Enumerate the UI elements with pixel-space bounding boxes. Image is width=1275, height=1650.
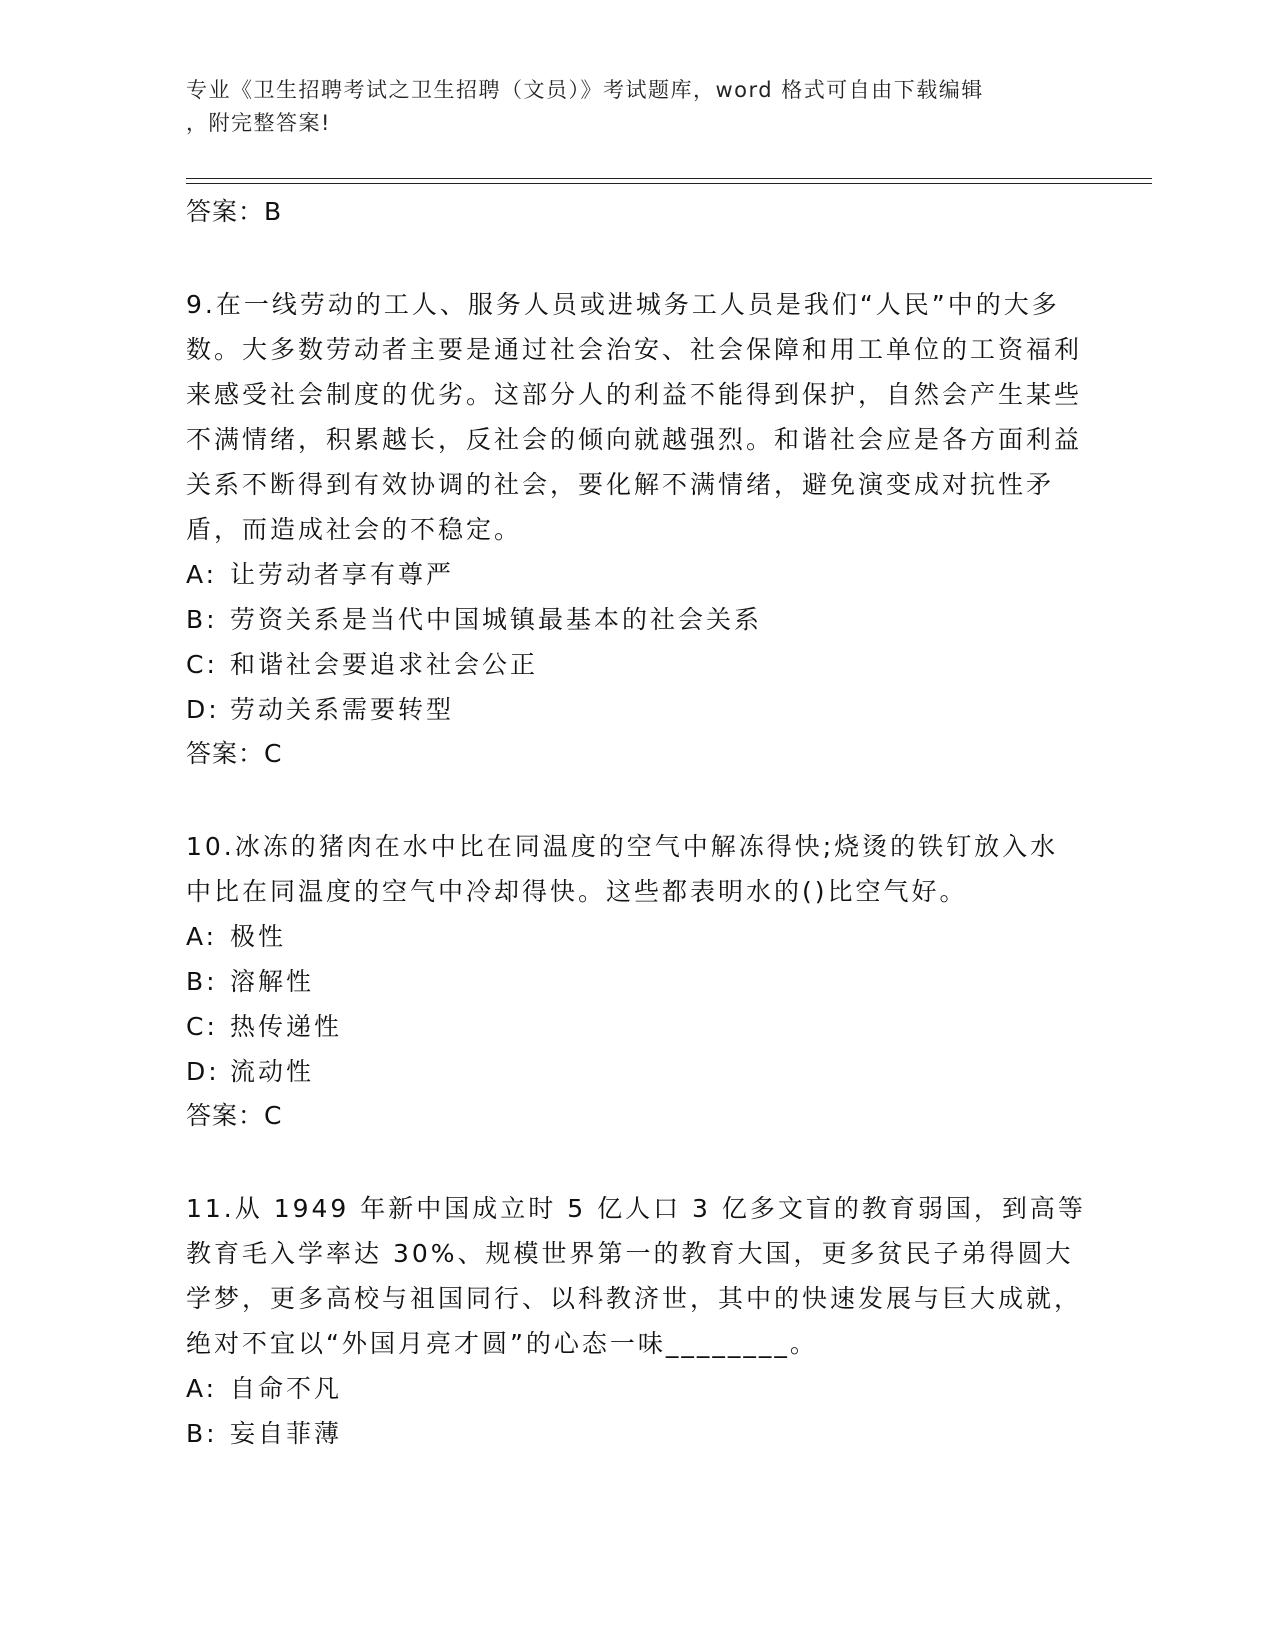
header-line-1: 专业《卫生招聘考试之卫生招聘（文员）》考试题库，word 格式可自由下载编辑 <box>186 78 984 102</box>
option-letter: A: <box>186 922 218 951</box>
option-text: 极性 <box>230 922 287 951</box>
header-line-2: ，附完整答案! <box>186 111 331 135</box>
option-text: 自命不凡 <box>230 1374 343 1403</box>
previous-answer: 答案：B <box>186 197 283 226</box>
option-b <box>186 959 1086 1004</box>
option-letter: B: <box>186 605 218 634</box>
option-d <box>186 687 1086 732</box>
header-divider-bottom <box>186 183 1152 184</box>
option-text: 让劳动者享有尊严 <box>230 560 455 589</box>
option-a <box>186 1366 1086 1411</box>
option-letter: A: <box>186 1374 218 1403</box>
option-letter: C: <box>186 1012 218 1041</box>
option-text: 流动性 <box>230 1057 315 1086</box>
question-text: 10.冰冻的猪肉在水中比在同温度的空气中解冻得快;烧烫的铁钉放入水中比在同温度的空气中冷却得快。这些都表明水的()比空气好。 <box>186 832 1059 906</box>
option-a <box>186 552 1086 597</box>
option-letter: D: <box>186 695 220 724</box>
document-body <box>186 190 1086 1504</box>
option-a <box>186 914 1086 959</box>
option-letter: A: <box>186 560 218 589</box>
option-text: 溶解性 <box>230 967 315 996</box>
option-text: 劳动关系需要转型 <box>230 695 455 724</box>
option-letter: B: <box>186 967 218 996</box>
question-text: 9.在一线劳动的工人、服务人员或进城务工人员是我们“人民”中的大多数。大多数劳动者主要是通过社会治安、社会保障和用工单位的工资福利来感受社会制度的优劣。这部分人的利益不能得到保护，自然会产生某些不满情绪，积累越长，反社会的倾向就越强烈。和谐社会应是各方面利益关系不断得到有效协调的社会，要化解不满情绪，避免演变成对抗性矛盾，而造成社会的不稳定。 <box>186 290 1083 544</box>
question-11 <box>186 1186 1086 1456</box>
option-c <box>186 642 1086 687</box>
option-letter: C: <box>186 650 218 679</box>
option-text: 和谐社会要追求社会公正 <box>230 650 539 679</box>
option-b <box>186 1411 1086 1456</box>
answer-label: 答案：C <box>186 739 283 768</box>
question-text: 11.从 1949 年新中国成立时 5 亿人口 3 亿多文盲的教育弱国，到高等教育毛入学率达 30%、规模世界第一的教育大国，更多贫民子弟得圆大学梦，更多高校与祖国同行、以科教济世，其中的快速发展与巨大成就，绝对不宜以“外国月亮才圆”的心态一味________。 <box>186 1194 1086 1358</box>
document-header <box>186 74 1086 140</box>
option-text: 热传递性 <box>230 1012 343 1041</box>
option-letter: B: <box>186 1419 218 1448</box>
option-c <box>186 1004 1086 1049</box>
header-divider-top <box>186 178 1152 179</box>
option-text: 劳资关系是当代中国城镇最基本的社会关系 <box>230 605 763 634</box>
answer-label: 答案：C <box>186 1101 283 1130</box>
option-b <box>186 597 1086 642</box>
question-10 <box>186 824 1086 1138</box>
option-text: 妄自菲薄 <box>230 1419 343 1448</box>
option-d <box>186 1049 1086 1094</box>
option-letter: D: <box>186 1057 220 1086</box>
question-9 <box>186 282 1086 776</box>
